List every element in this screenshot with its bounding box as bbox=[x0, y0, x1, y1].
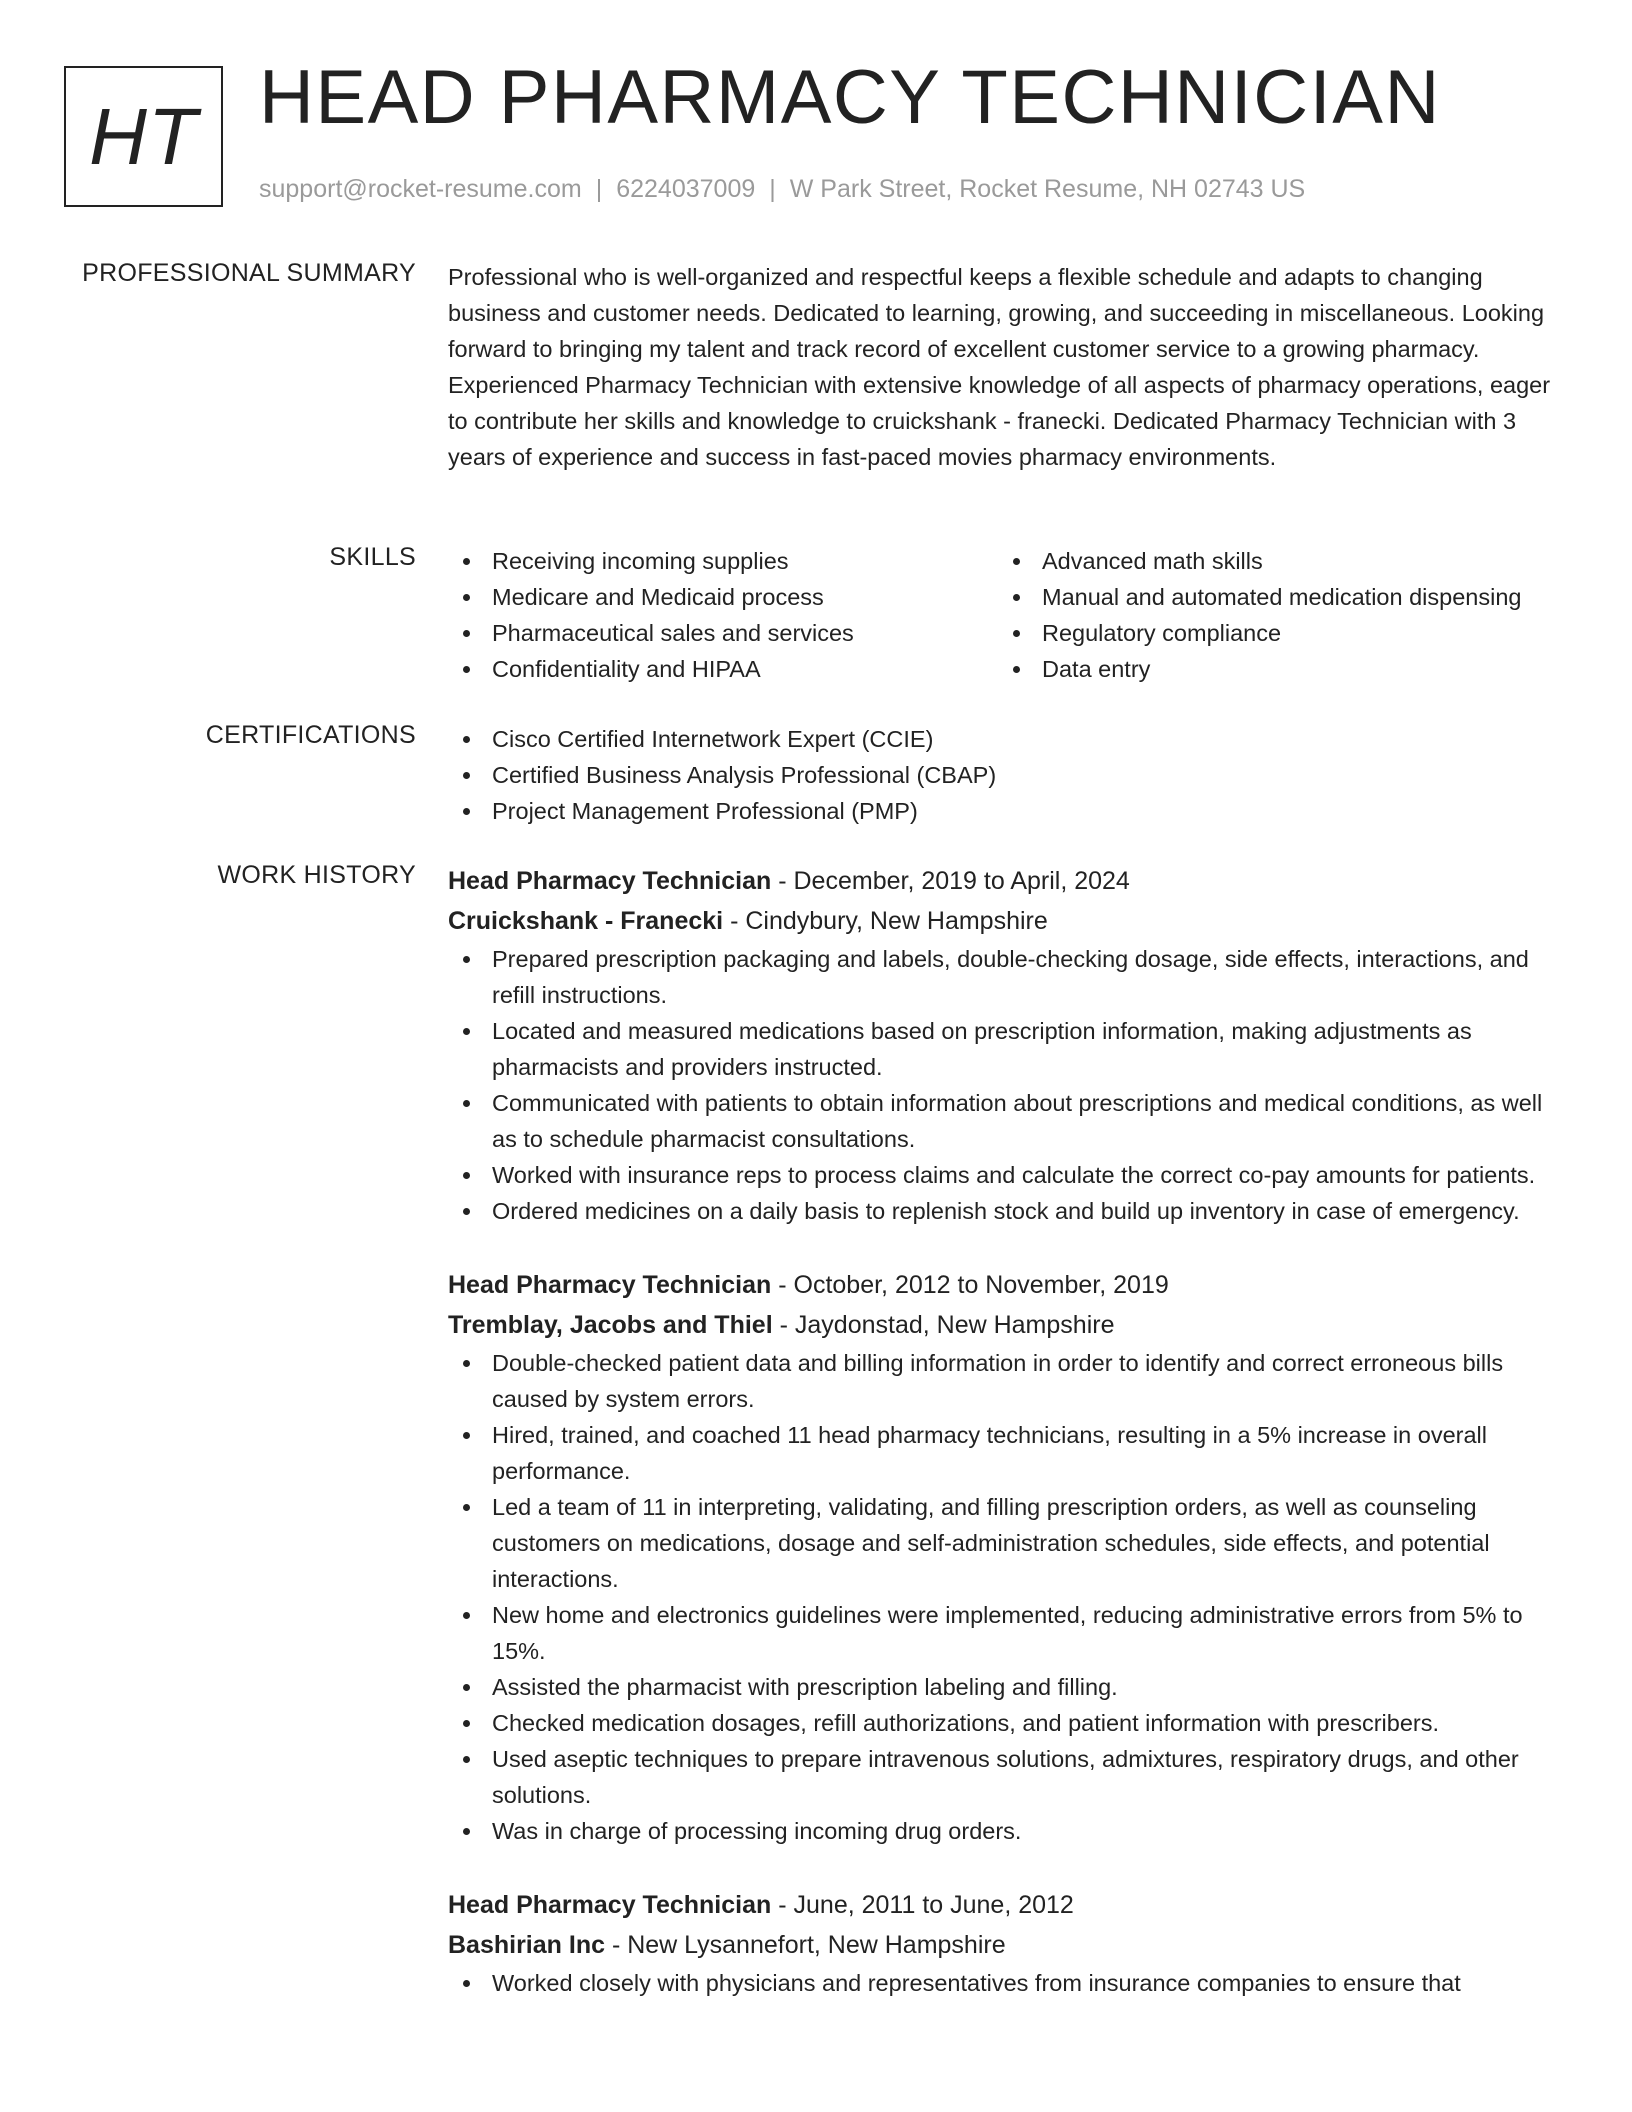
job-title: Head Pharmacy Technician bbox=[448, 1271, 772, 1299]
job-company: Bashirian Inc bbox=[448, 1931, 605, 1959]
job-bullet-list bbox=[448, 941, 1560, 1229]
skill-item: Data entry bbox=[998, 651, 1560, 687]
job-bullet: Hired, trained, and coached 11 head pharmacy technicians, resulting in a 5% increase in overall performance. bbox=[448, 1417, 1560, 1489]
skill-item: Manual and automated medication dispensing bbox=[998, 579, 1560, 615]
job-bullet: Checked medication dosages, refill authorizations, and patient information with prescribers. bbox=[448, 1705, 1560, 1741]
skill-item: Pharmaceutical sales and services bbox=[448, 615, 998, 651]
skills-grid bbox=[448, 543, 1560, 687]
certifications-body bbox=[448, 721, 1560, 829]
job-bullet: Worked closely with physicians and representatives from insurance companies to ensure that bbox=[448, 1965, 1560, 2001]
job-title: Head Pharmacy Technician bbox=[448, 1891, 772, 1919]
summary-text: Professional who is well-organized and respectful keeps a flexible schedule and adapts to changing business and customer needs. Dedicated to learning, growing, and succeeding in miscellaneous. Looking forward to bringing my talent and track record of excellent customer service to a growing pharmacy. Experienced Pharmacy Technician with extensive knowledge of all aspects of pharmacy operations, eager to contribute her skills and knowledge to cruickshank - franecki. Dedicated Pharmacy Technician with 3 years of experience and success in fast-paced movies pharmacy environments. bbox=[448, 264, 1551, 470]
job-bullet: New home and electronics guidelines were implemented, reducing administrative errors from 5% to 15%. bbox=[448, 1597, 1560, 1669]
job-bullet: Used aseptic techniques to prepare intravenous solutions, admixtures, respiratory drugs, and other solutions. bbox=[448, 1741, 1560, 1813]
skill-item: Advanced math skills bbox=[998, 543, 1560, 579]
job-dates: - October, 2012 to November, 2019 bbox=[778, 1271, 1169, 1299]
job-bullet: Ordered medicines on a daily basis to replenish stock and build up inventory in case of emergency. bbox=[448, 1193, 1560, 1229]
job-company-line bbox=[448, 901, 1560, 941]
job-title-line bbox=[448, 1885, 1560, 1925]
job-location: - Jaydonstad, New Hampshire bbox=[779, 1311, 1115, 1339]
job-bullet-list bbox=[448, 1345, 1560, 1849]
section-label-certifications: CERTIFICATIONS bbox=[205, 721, 416, 749]
job-bullet: Double-checked patient data and billing information in order to identify and correct erroneous bills caused by system errors. bbox=[448, 1345, 1560, 1417]
certifications-list bbox=[448, 721, 1560, 829]
contact-line bbox=[259, 175, 1305, 204]
section-label-summary: PROFESSIONAL SUMMARY bbox=[82, 259, 416, 287]
certification-item: Certified Business Analysis Professional (CBAP) bbox=[448, 757, 1560, 793]
skill-item: Receiving incoming supplies bbox=[448, 543, 998, 579]
certification-item: Cisco Certified Internetwork Expert (CCIE) bbox=[448, 721, 1560, 757]
job-title-line bbox=[448, 861, 1560, 901]
job-dates: - June, 2011 to June, 2012 bbox=[778, 1891, 1074, 1919]
contact-email[interactable]: support@rocket-resume.com bbox=[259, 175, 582, 203]
section-label-work-history: WORK HISTORY bbox=[217, 861, 416, 889]
job-company: Cruickshank - Franecki bbox=[448, 907, 724, 935]
job-company-line bbox=[448, 1925, 1560, 1965]
skill-item: Regulatory compliance bbox=[998, 615, 1560, 651]
job-title: Head Pharmacy Technician bbox=[448, 867, 772, 895]
skill-item: Confidentiality and HIPAA bbox=[448, 651, 998, 687]
job-title-line bbox=[448, 1265, 1560, 1305]
work-history-body bbox=[448, 861, 1560, 2001]
resume-title: HEAD PHARMACY TECHNICIAN bbox=[259, 55, 1441, 140]
skills-list-left bbox=[448, 543, 998, 687]
monogram-initials: HT bbox=[89, 91, 198, 181]
job-company: Tremblay, Jacobs and Thiel bbox=[448, 1311, 773, 1339]
job-entry bbox=[448, 861, 1560, 1229]
contact-phone[interactable]: 6224037009 bbox=[616, 175, 756, 203]
job-entry bbox=[448, 1265, 1560, 1849]
job-bullet: Located and measured medications based on prescription information, making adjustments as pharmacists and providers instructed. bbox=[448, 1013, 1560, 1085]
job-bullet: Was in charge of processing incoming drug orders. bbox=[448, 1813, 1560, 1849]
section-label-skills: SKILLS bbox=[329, 543, 416, 571]
job-bullet: Communicated with patients to obtain information about prescriptions and medical conditions, as well as to schedule pharmacist consultations. bbox=[448, 1085, 1560, 1157]
summary-body bbox=[448, 259, 1560, 475]
job-bullet: Led a team of 11 in interpreting, validating, and filling prescription orders, as well as counseling customers on medications, dosage and self-administration schedules, side effects, and potential interactions. bbox=[448, 1489, 1560, 1597]
monogram-box bbox=[64, 66, 223, 207]
contact-address: W Park Street, Rocket Resume, NH 02743 US bbox=[789, 175, 1306, 203]
job-location: - New Lysannefort, New Hampshire bbox=[611, 1931, 1006, 1959]
job-bullet: Worked with insurance reps to process claims and calculate the correct co-pay amounts for patients. bbox=[448, 1157, 1560, 1193]
job-bullet: Assisted the pharmacist with prescription labeling and filling. bbox=[448, 1669, 1560, 1705]
contact-separator: | bbox=[769, 175, 776, 203]
job-bullet-list bbox=[448, 1965, 1560, 2001]
certification-item: Project Management Professional (PMP) bbox=[448, 793, 1560, 829]
job-company-line bbox=[448, 1305, 1560, 1345]
job-entry bbox=[448, 1885, 1560, 2001]
skill-item: Medicare and Medicaid process bbox=[448, 579, 998, 615]
job-dates: - December, 2019 to April, 2024 bbox=[778, 867, 1130, 895]
job-location: - Cindybury, New Hampshire bbox=[730, 907, 1048, 935]
skills-list-right bbox=[998, 543, 1560, 687]
job-bullet: Prepared prescription packaging and labels, double-checking dosage, side effects, interactions, and refill instructions. bbox=[448, 941, 1560, 1013]
contact-separator: | bbox=[595, 175, 603, 203]
